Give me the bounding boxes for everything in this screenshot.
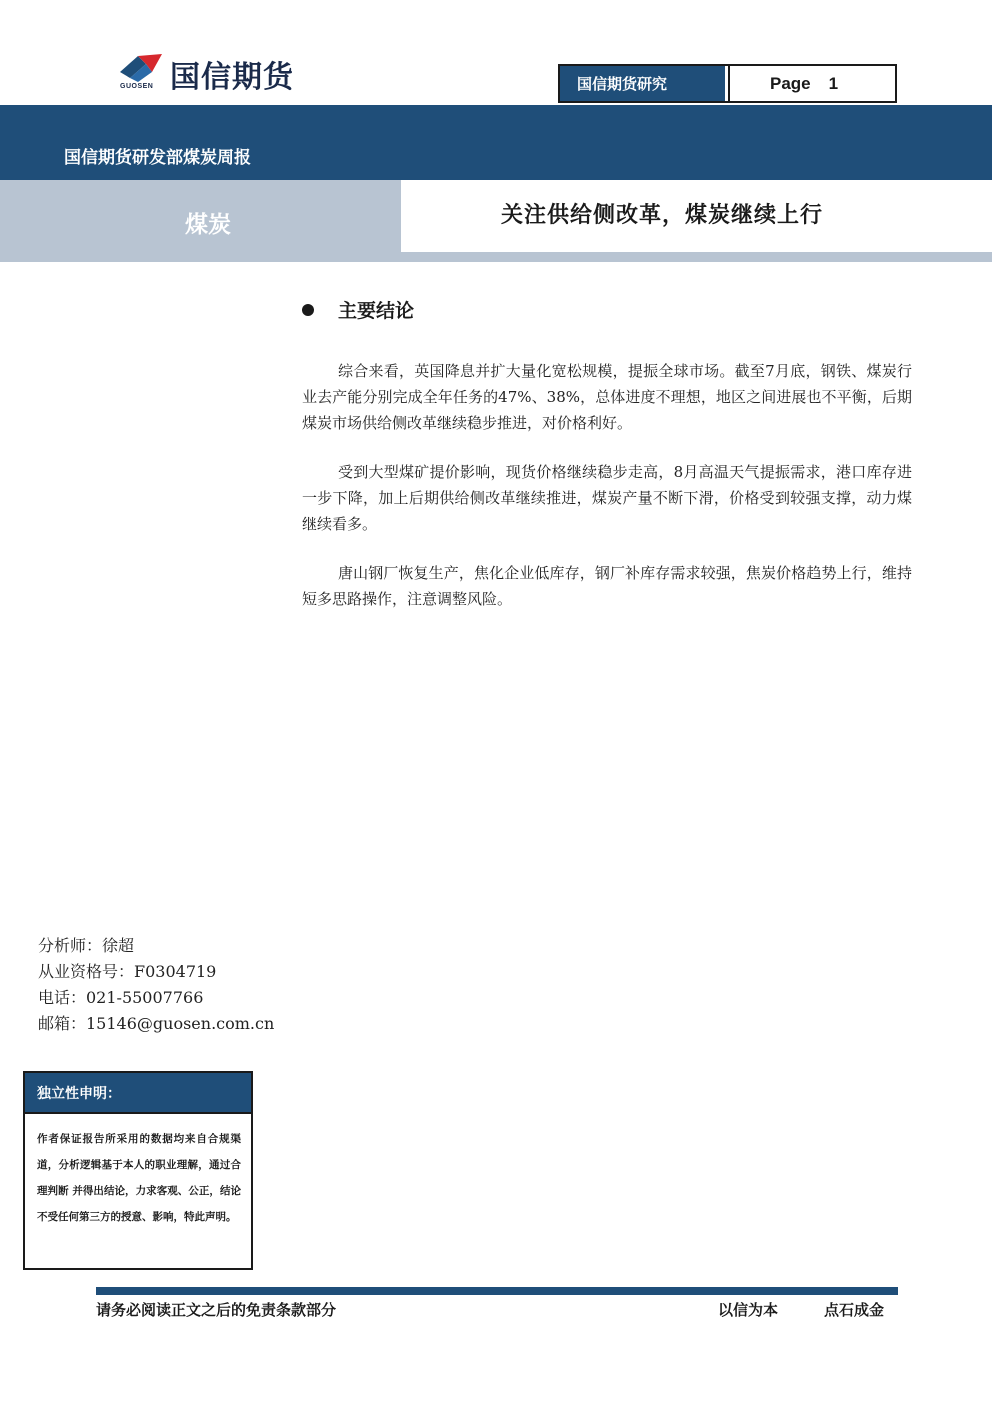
- sector-label: 煤炭: [185, 212, 231, 238]
- report-title-band: [0, 105, 992, 180]
- independence-statement-title: 独立性申明：: [25, 1073, 251, 1114]
- bullet-icon: [302, 304, 314, 316]
- page-indicator: [728, 66, 895, 101]
- independence-statement-box: [23, 1071, 253, 1270]
- footer-notice: 请务必阅读正文之后的免责条款部分: [96, 1301, 337, 1319]
- footer-divider: [96, 1287, 898, 1295]
- headline: 关注供给侧改革，煤炭继续上行: [501, 203, 824, 228]
- analyst-email: 邮箱：15146@guosen.com.cn: [38, 1014, 275, 1033]
- header-research-box: [558, 64, 897, 103]
- page-label: Page: [770, 73, 811, 93]
- footer-motto-1: 以信为本: [718, 1301, 779, 1319]
- analyst-info: [38, 933, 274, 1037]
- analyst-phone: 电话：021-55007766: [38, 988, 204, 1007]
- logo-text: 国信期货: [170, 60, 294, 95]
- conclusion-paragraph-2: 受到大型煤矿提价影响，现货价格继续稳步走高，8月高温天气提振需求，港口库存进一步下降，加上后期供给侧改革继续推进，煤炭产量不断下滑，价格受到较强支撑，动力煤继续看多。: [302, 463, 912, 533]
- research-label: 国信期货研究: [560, 66, 728, 101]
- company-logo: [116, 50, 346, 95]
- section-title: 主要结论: [338, 300, 415, 322]
- report-date: 2016年8月7日: [848, 264, 935, 278]
- footer-motto-2: 点石成金: [824, 1301, 885, 1319]
- report-title: 国信期货研发部煤炭周报: [64, 148, 251, 168]
- independence-statement-body: 作者保证报告所采用的数据均来自合规渠道，分析逻辑基于本人的职业理解，通过合理判断 并得出结论，力求客观、公正，结论不受任何第三方的授意、影响，特此声明。: [37, 1133, 241, 1223]
- sector-band: [0, 180, 992, 278]
- page-number: 1: [828, 73, 839, 93]
- analyst-name: 分析师：徐超: [38, 936, 135, 955]
- main-conclusions-heading: [302, 296, 414, 323]
- conclusion-paragraph-3: 唐山钢厂恢复生产，焦化企业低库存，钢厂补库存需求较强，焦炭价格趋势上行，维持短多思路操作，注意调整风险。: [302, 564, 912, 608]
- headline-box: [401, 180, 992, 252]
- analyst-qualification: 从业资格号：F0304719: [38, 962, 217, 981]
- conclusion-paragraph-1: 综合来看，英国降息并扩大量化宽松规模，提振全球市场。截至7月底，钢铁、煤炭行业去产能分别完成全年任务的47%、38%，总体进度不理想，地区之间进展也不平衡，后期煤炭市场供给侧改革继续稳步推进，对价格利好。: [302, 362, 912, 432]
- logo-english-text: GUOSEN: [120, 83, 154, 90]
